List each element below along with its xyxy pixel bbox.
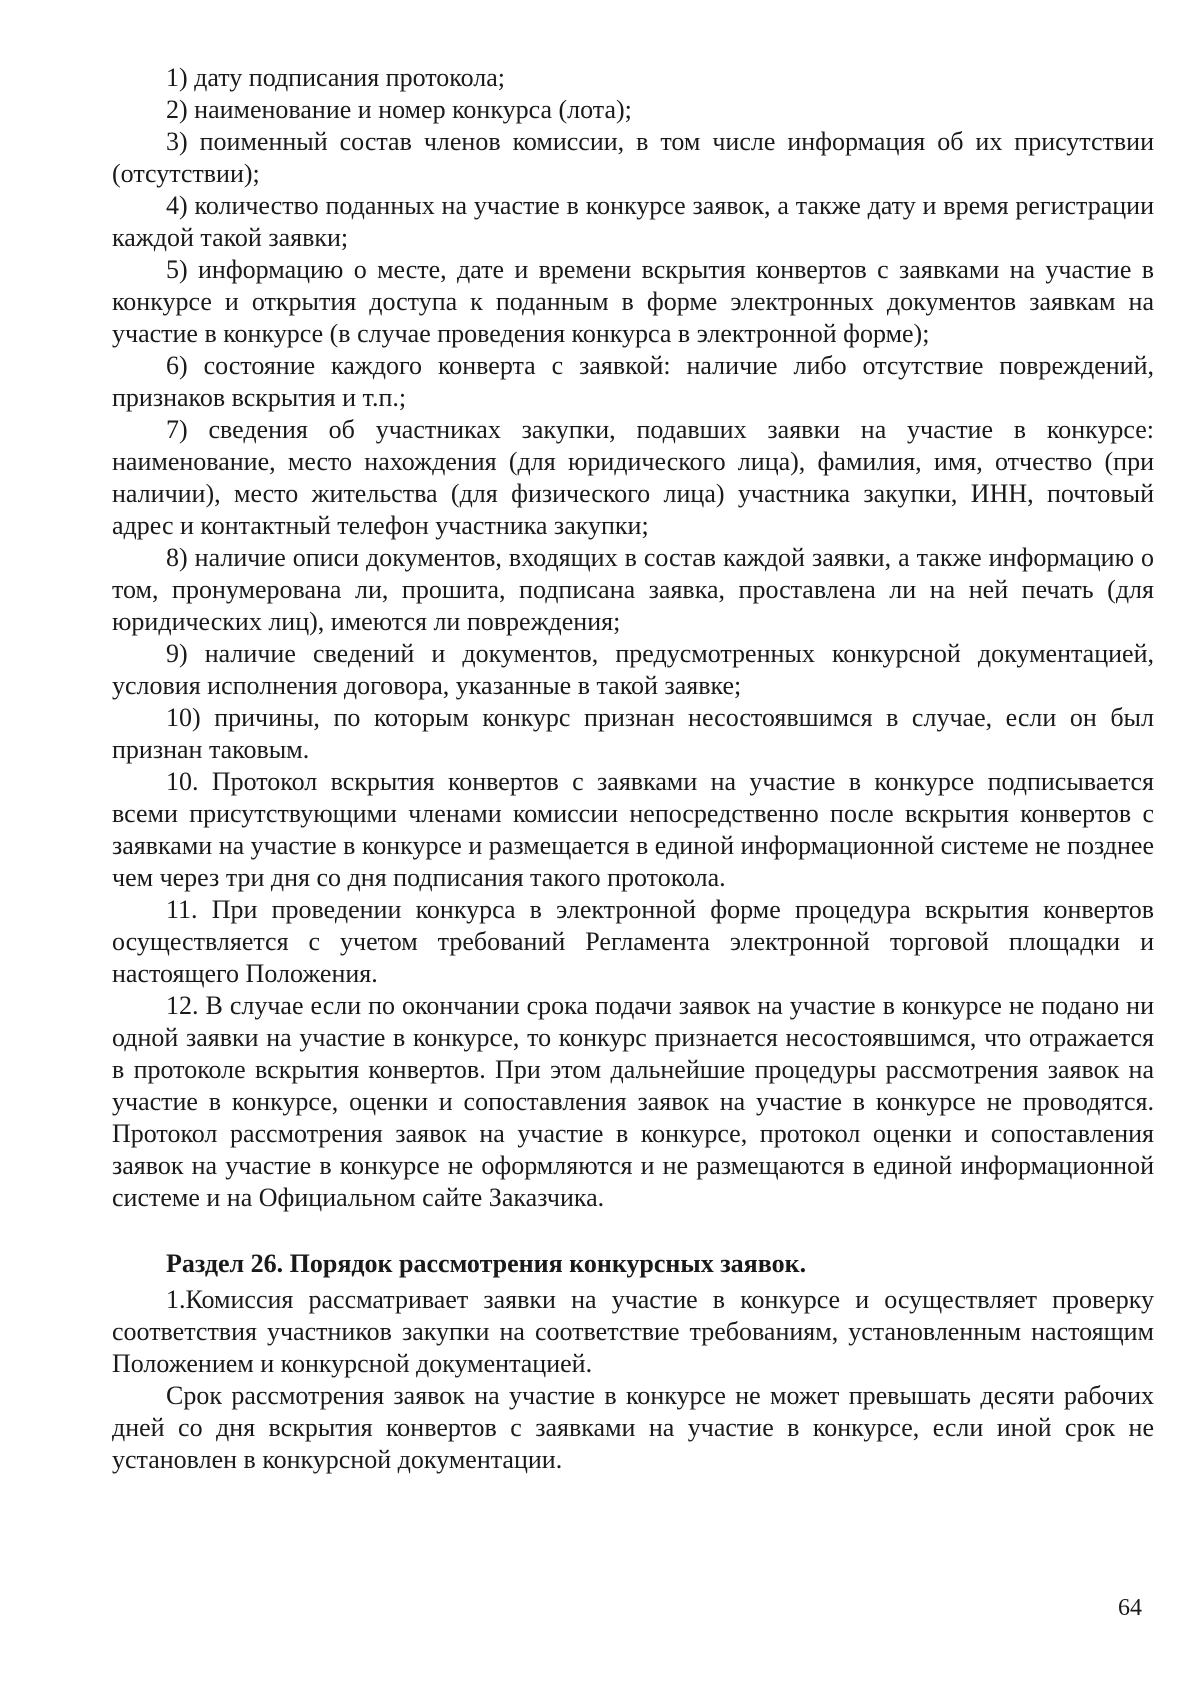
section-heading: Раздел 26. Порядок рассмотрения конкурсных заявок. xyxy=(166,1249,807,1278)
section-clause-1: 1.Комиссия рассматривает заявки на участие в конкурсе и осуществляет проверку соответствия участников закупки на соответствие требованиям, установленным настоящим Положением и конкурсной документацией. xyxy=(112,1285,1154,1378)
list-item-9: 9) наличие сведений и документов, предусмотренных конкурсной документацией, условия исполнения договора, указанные в такой заявке; xyxy=(112,639,1154,700)
page-number: 64 xyxy=(1118,1595,1142,1621)
list-item-10: 10) причины, по которым конкурс признан несостоявшимся в случае, если он был признан таковым. xyxy=(112,703,1154,764)
list-item-8: 8) наличие описи документов, входящих в состав каждой заявки, а также информацию о том, пронумерована ли, прошита, подписана заявка, проставлена ли на ней печать (для юридических лиц), имеются ли повреждения; xyxy=(112,543,1154,636)
list-item-4: 4) количество поданных на участие в конкурсе заявок, а также дату и время регистрации каждой такой заявки; xyxy=(112,191,1154,252)
section-clause-1-deadline: Срок рассмотрения заявок на участие в конкурсе не может превышать десяти рабочих дней со дня вскрытия конвертов с заявками на участие в конкурсе, если иной срок не установлен в конкурсной документации. xyxy=(112,1381,1154,1474)
document-body xyxy=(112,62,1154,1476)
clause-10: 10. Протокол вскрытия конвертов с заявками на участие в конкурсе подписывается всеми присутствующими членами комиссии непосредственно после вскрытия конвертов с заявками на участие в конкурсе и размещается в единой информационной системе не позднее чем через три дня со дня подписания такого протокола. xyxy=(112,767,1154,892)
clause-11: 11. При проведении конкурса в электронной форме процедура вскрытия конвертов осуществляется с учетом требований Регламента электронной торговой площадки и настоящего Положения. xyxy=(112,895,1154,988)
list-item-6: 6) состояние каждого конверта с заявкой: наличие либо отсутствие повреждений, признаков вскрытия и т.п.; xyxy=(112,351,1154,412)
list-item-3: 3) поименный состав членов комиссии, в том числе информация об их присутствии (отсутствии); xyxy=(112,127,1154,188)
list-item-2: 2) наименование и номер конкурса (лота); xyxy=(166,95,632,124)
list-item-7: 7) сведения об участниках закупки, подавших заявки на участие в конкурсе: наименование, место нахождения (для юридического лица), фамилия, имя, отчество (при наличии), место жительства (для физического лица) участника закупки, ИНН, почтовый адрес и контактный телефон участника закупки; xyxy=(112,415,1154,540)
list-item-5: 5) информацию о месте, дате и времени вскрытия конвертов с заявками на участие в конкурсе и открытия доступа к поданным в форме электронных документов заявкам на участие в конкурсе (в случае проведения конкурса в электронной форме); xyxy=(112,255,1154,348)
list-item-1: 1) дату подписания протокола; xyxy=(166,63,505,92)
clause-12: 12. В случае если по окончании срока подачи заявок на участие в конкурсе не подано ни одной заявки на участие в конкурсе, то конкурс признается несостоявшимся, что отражается в протоколе вскрытия конвертов. При этом дальнейшие процедуры рассмотрения заявок на участие в конкурсе, оценки и сопоставления заявок на участие в конкурсе не проводятся. Протокол рассмотрения заявок на участие в конкурсе, протокол оценки и сопоставления заявок на участие в конкурсе не оформляются и не размещаются в единой информационной системе и на Официальном сайте Заказчика. xyxy=(112,991,1154,1212)
